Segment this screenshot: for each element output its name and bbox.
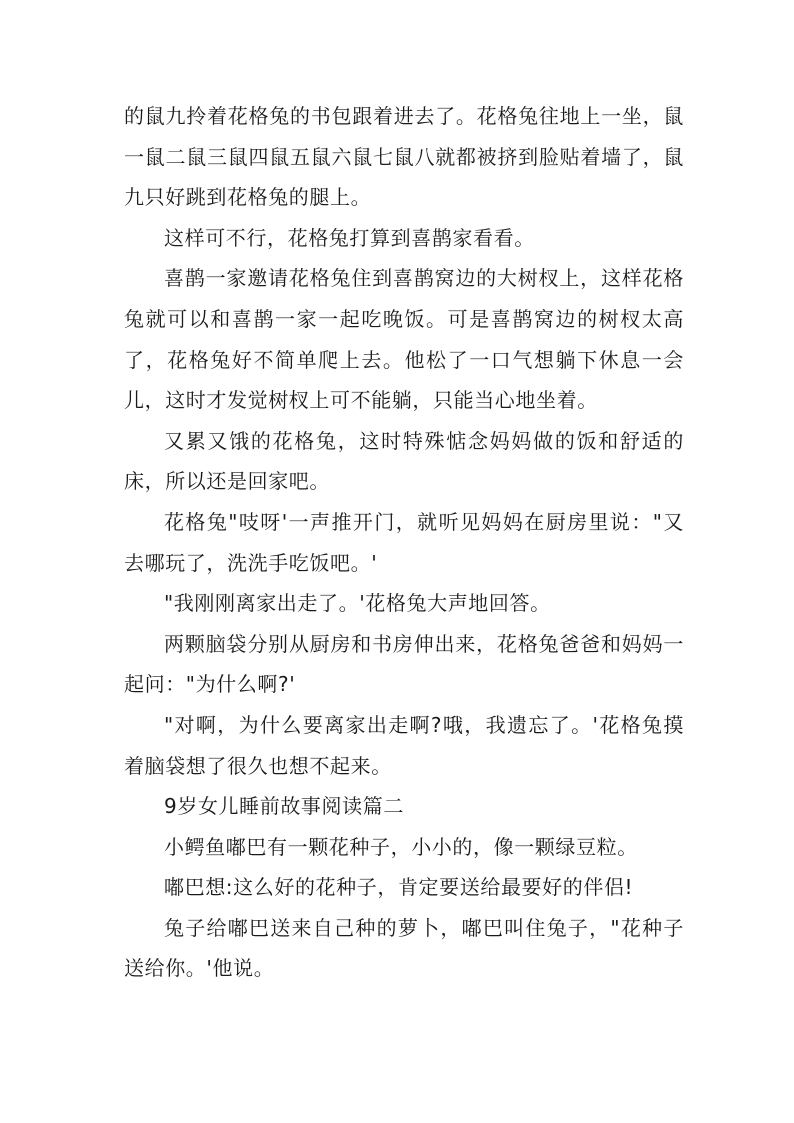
paragraph-4: 又累又饿的花格兔，这时特殊惦念妈妈做的饭和舒适的床，所以还是回家吧。	[124, 428, 684, 494]
paragraph-8: "对啊，为什么要离家出走啊?哦，我遗忘了。'花格兔摸着脑袋想了很久也想不起来。	[124, 712, 684, 778]
body-text	[124, 96, 684, 989]
section-paragraph-1: 小鳄鱼嘟巴有一颗花种子，小小的，像一颗绿豆粒。	[164, 834, 638, 859]
paragraph-7: 两颗脑袋分别从厨房和书房伸出来，花格兔爸爸和妈妈一起问："为什么啊?'	[124, 631, 684, 697]
section-title: 9岁女儿睡前故事阅读篇二	[164, 794, 404, 819]
paragraph-5: 花格兔"吱呀'一声推开门，就听见妈妈在厨房里说："又去哪玩了，洗洗手吃饭吧。'	[124, 509, 684, 575]
section-paragraph-2: 嘟巴想:这么好的花种子，肯定要送给最要好的伴侣!	[164, 875, 634, 900]
paragraph-2: 这样可不行，花格兔打算到喜鹊家看看。	[164, 225, 535, 250]
paragraph-3: 喜鹊一家邀请花格兔住到喜鹊窝边的大树杈上，这样花格兔就可以和喜鹊一家一起吃晚饭。可是喜鹊窝边的树杈太高了，花格兔好不简单爬上去。他松了一口气想躺下休息一会儿，这时才发觉树杈上可不能躺，只能当心地坐着。	[124, 266, 684, 413]
section-paragraph-3: 兔子给嘟巴送来自己种的萝卜，嘟巴叫住兔子，"花种子送给你。'他说。	[124, 915, 684, 981]
paragraph-6: "我刚刚离家出走了。'花格兔大声地回答。	[164, 591, 551, 616]
paragraph-1: 的鼠九拎着花格兔的书包跟着进去了。花格兔往地上一坐，鼠一鼠二鼠三鼠四鼠五鼠六鼠七鼠八就都被挤到脸贴着墙了，鼠九只好跳到花格兔的腿上。	[124, 104, 684, 210]
